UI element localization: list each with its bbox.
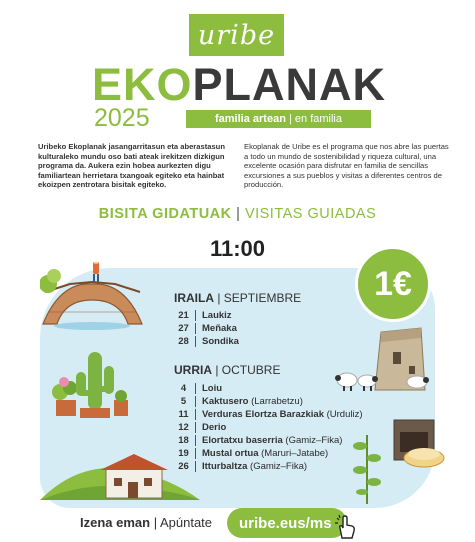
event-location: (Gamiz–Fika) bbox=[247, 461, 308, 472]
event-day: 5 bbox=[180, 396, 187, 407]
section-sep: | bbox=[231, 206, 245, 222]
year: 2025 bbox=[94, 104, 150, 132]
pointer-hand-icon bbox=[333, 514, 359, 540]
month-es: OCTUBRE bbox=[221, 363, 281, 377]
event-row bbox=[172, 434, 363, 447]
event-location: (Maruri–Jatabe) bbox=[258, 448, 329, 459]
event-place: Mustal ortua bbox=[202, 448, 259, 459]
month-sep: | bbox=[214, 291, 224, 305]
intro-basque: Uribeko Ekoplanak jasangarritasun eta aberastasun kulturaleko mundu oso bati ateak irekitzen dizkigun programa da. Aukera ezin hobea aurkezten digu familiartean herrietara txangoak egiteko eta hainbat ekoizpen zentrotara bisitak egiteko. bbox=[38, 142, 225, 190]
event-location: (Urduliz) bbox=[323, 409, 363, 420]
event-location: (Gamiz–Fika) bbox=[282, 435, 343, 446]
time-label: 11:00 bbox=[209, 236, 266, 261]
section-title-eu: BISITA GIDATUAK bbox=[98, 206, 232, 222]
event-day: 4 bbox=[180, 383, 187, 394]
event-place: Derio bbox=[202, 422, 227, 433]
month-sep: | bbox=[212, 363, 222, 377]
event-place: Elortatxu baserria bbox=[202, 435, 283, 446]
signup-eu: Izena eman bbox=[80, 515, 151, 530]
signup-sep: | bbox=[150, 515, 160, 530]
tagline-es: en familia bbox=[294, 113, 342, 125]
signup-url-button[interactable]: uribe.eus/ms bbox=[227, 508, 347, 538]
event-day: 18 bbox=[178, 435, 189, 446]
event-row bbox=[172, 408, 363, 421]
logo-text: uribe bbox=[197, 19, 276, 51]
event-place: Loiu bbox=[202, 383, 223, 394]
intro-spanish: Ekoplanak de Uribe es el programa que nos abre las puertas a todo un mundo de sostenibilidad y riqueza cultural, una excelente ocasión para disfrutar en familia de sencillas excursiones a sus pueblos y visitas a diferentes centros de producción. bbox=[244, 142, 449, 190]
section-title-es: VISITAS GUIADAS bbox=[244, 206, 377, 222]
event-row bbox=[172, 335, 239, 348]
event-place: Kaktusero bbox=[202, 396, 249, 407]
event-place: Meñaka bbox=[202, 323, 237, 334]
title-eko: EKO bbox=[92, 59, 193, 110]
page-title bbox=[92, 59, 387, 110]
event-place: Itturbaltza bbox=[202, 461, 248, 472]
event-day: 28 bbox=[178, 336, 189, 347]
uribe-logo bbox=[189, 14, 284, 56]
event-row bbox=[172, 309, 239, 322]
event-location: (Larrabetzu) bbox=[248, 396, 303, 407]
month-heading-september bbox=[174, 291, 301, 305]
month-eu: URRIA bbox=[174, 363, 212, 377]
bridge-illustration bbox=[40, 262, 145, 330]
event-row bbox=[172, 322, 239, 335]
month-eu: IRAILA bbox=[174, 291, 214, 305]
event-list-september bbox=[172, 309, 239, 348]
event-day: 12 bbox=[178, 422, 189, 433]
event-row bbox=[172, 447, 363, 460]
tagline-banner bbox=[186, 110, 371, 128]
section-title bbox=[0, 206, 475, 222]
tagline-sep: | bbox=[285, 113, 295, 125]
event-day: 21 bbox=[178, 310, 189, 321]
month-heading-october bbox=[174, 363, 280, 377]
oven-illustration bbox=[392, 418, 447, 470]
event-place: Verduras Elortza Barazkiak bbox=[202, 409, 324, 420]
event-day: 27 bbox=[178, 323, 189, 334]
event-row bbox=[172, 421, 363, 434]
month-es: SEPTIEMBRE bbox=[223, 291, 302, 305]
title-planak: PLANAK bbox=[192, 59, 387, 110]
event-row bbox=[172, 382, 363, 395]
event-row bbox=[172, 460, 363, 473]
event-day: 11 bbox=[178, 409, 189, 420]
event-day: 26 bbox=[178, 461, 189, 472]
tagline-eu: familia artean bbox=[215, 113, 286, 125]
signup-es: Apúntate bbox=[159, 515, 213, 530]
event-place: Sondika bbox=[202, 336, 239, 347]
event-row bbox=[172, 395, 363, 408]
signup-label bbox=[80, 515, 212, 530]
event-list-october bbox=[172, 382, 363, 473]
event-day: 19 bbox=[178, 448, 189, 459]
cactus-illustration bbox=[48, 350, 133, 420]
price-badge: 1€ bbox=[355, 246, 431, 322]
event-place: Laukiz bbox=[202, 310, 232, 321]
